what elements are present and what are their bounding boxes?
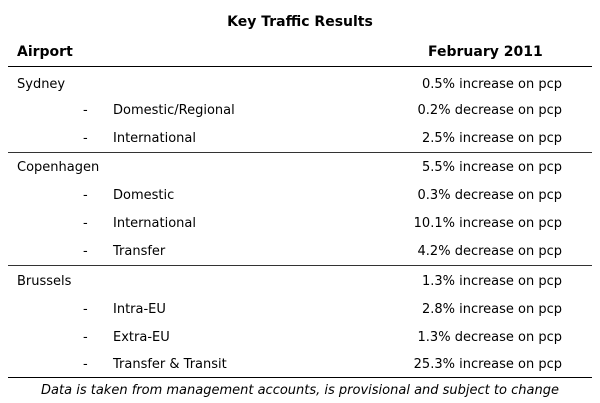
traffic-change: 1.3% decrease on pcp	[417, 330, 562, 345]
table-row-copenhagen	[0, 159, 600, 177]
segment-name: Intra-EU	[113, 302, 166, 317]
table-bottom-rule	[8, 377, 592, 378]
segment-name: Transfer & Transit	[113, 357, 227, 372]
segment-name: Transfer	[113, 244, 166, 259]
table-row	[0, 215, 600, 233]
table-row-brussels	[0, 273, 600, 291]
traffic-change: 4.2% decrease on pcp	[417, 244, 562, 259]
segment-name: Domestic	[113, 188, 175, 203]
traffic-change: 2.5% increase on pcp	[421, 131, 562, 146]
bullet-dash: -	[83, 216, 88, 231]
segment-name: International	[113, 216, 196, 231]
table-row	[0, 329, 600, 347]
table-row	[0, 187, 600, 205]
traffic-change: 1.3% increase on pcp	[421, 274, 562, 289]
bullet-dash: -	[83, 357, 88, 372]
table-title: Key Traffic Results	[227, 14, 373, 30]
group-divider	[8, 152, 592, 153]
column-header-airport: Airport	[17, 44, 73, 60]
traffic-change: 0.5% increase on pcp	[421, 77, 562, 92]
table-row	[0, 102, 600, 120]
traffic-change: 2.8% increase on pcp	[421, 302, 562, 317]
table-row	[0, 301, 600, 319]
column-header-period: February 2011	[428, 44, 543, 60]
group-divider	[8, 265, 592, 266]
traffic-change: 10.1% increase on pcp	[413, 216, 562, 231]
traffic-change: 5.5% increase on pcp	[421, 160, 562, 175]
airport-name: Brussels	[17, 274, 72, 289]
bullet-dash: -	[83, 330, 88, 345]
traffic-change: 25.3% increase on pcp	[413, 357, 562, 372]
segment-name: International	[113, 131, 196, 146]
table-row	[0, 356, 600, 374]
bullet-dash: -	[83, 131, 88, 146]
segment-name: Domestic/Regional	[113, 103, 235, 118]
segment-name: Extra-EU	[113, 330, 170, 345]
traffic-change: 0.2% decrease on pcp	[417, 103, 562, 118]
bullet-dash: -	[83, 244, 88, 259]
table-row-sydney	[0, 76, 600, 94]
bullet-dash: -	[83, 188, 88, 203]
table-row	[0, 243, 600, 261]
traffic-change: 0.3% decrease on pcp	[417, 188, 562, 203]
bullet-dash: -	[83, 302, 88, 317]
airport-name: Copenhagen	[17, 160, 100, 175]
footnote: Data is taken from management accounts, is provisional and subject to change	[41, 383, 559, 398]
bullet-dash: -	[83, 103, 88, 118]
airport-name: Sydney	[17, 77, 66, 92]
table-row	[0, 130, 600, 148]
header-divider	[8, 66, 592, 67]
